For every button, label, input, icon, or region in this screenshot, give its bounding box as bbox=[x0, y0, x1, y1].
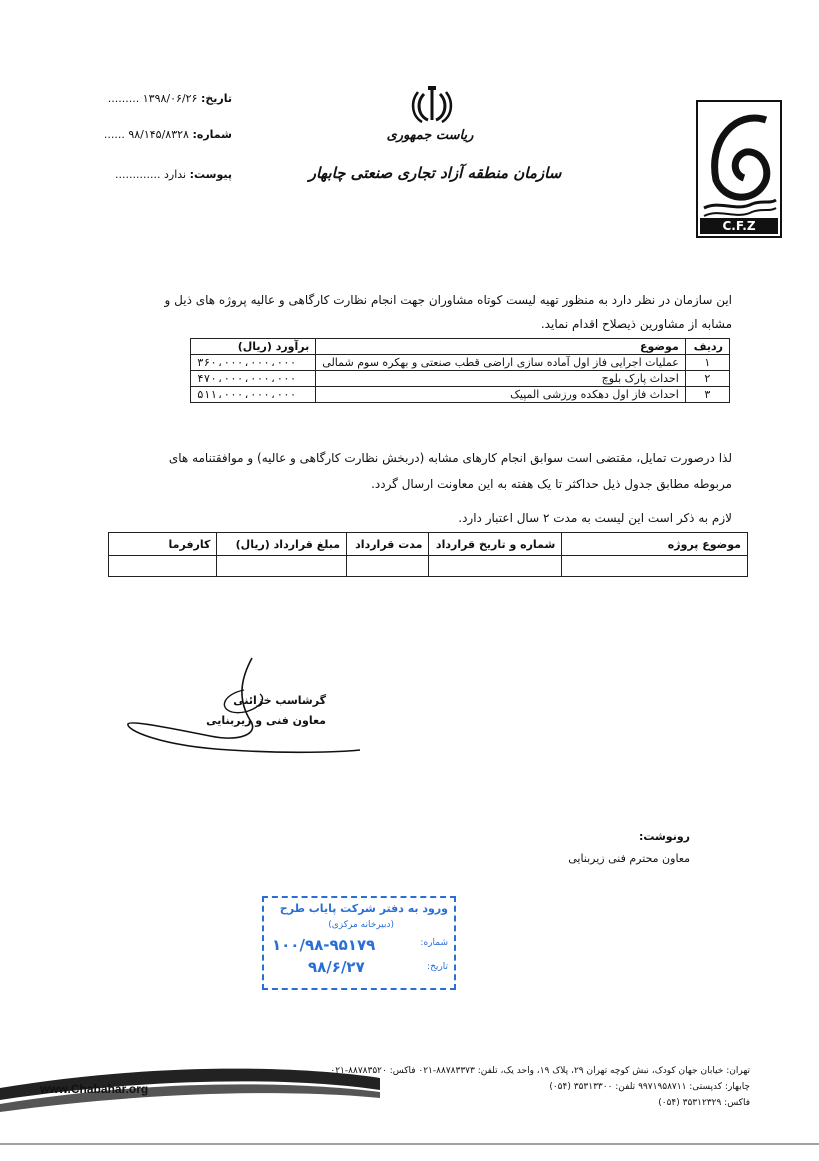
records-table-header bbox=[109, 533, 748, 556]
stamp-number-value: ۱۰۰/۹۸-۹۵۱۷۹ bbox=[272, 936, 376, 954]
date-line: تاریخ: ۱۳۹۸/۰۶/۲۶ ......... bbox=[107, 92, 232, 105]
number-value: ۹۸/۱۴۵/۸۳۲۸ bbox=[128, 128, 189, 141]
number-line: شماره: ۹۸/۱۴۵/۸۳۲۸ ...... bbox=[103, 128, 232, 141]
empty-cell bbox=[217, 556, 347, 577]
row-number: ۳ bbox=[685, 387, 729, 403]
date-label: تاریخ: bbox=[200, 92, 232, 105]
intro-line-1: این سازمان در نظر دارد به منظور تهیه لیست کوتاه مشاوران جهت انجام نظارت کارگاهی و عالیه پروژه های ذیل و bbox=[164, 293, 732, 307]
date-value: ۱۳۹۸/۰۶/۲۶ bbox=[142, 92, 198, 105]
empty-cell bbox=[562, 556, 748, 577]
org-line-1: ریاست جمهوری bbox=[386, 128, 474, 143]
projects-table-header bbox=[191, 339, 730, 355]
header-subject: موضوع bbox=[316, 339, 685, 355]
signer-name: گرشاسب خزائنی bbox=[233, 694, 326, 707]
empty-cell bbox=[429, 556, 562, 577]
stamp-subtitle: (دبیرخانه مرکزی) bbox=[328, 920, 394, 930]
footer-address-1: تهران: خیابان جهان کودک، نبش کوچه تهران ۲۹، پلاک ۱۹، واحد یک، تلفن: ۸۸۷۸۳۳۷۳-۰۲۱ فاکس: ۸۸۷۸۳۵۲۰-۰۲۱ bbox=[330, 1066, 750, 1076]
row-subject: احداث فاز اول دهکده ورزشی المپیک bbox=[316, 387, 685, 403]
stamp-number-label: شماره: bbox=[420, 938, 448, 948]
row-estimate: ۵۱۱،۰۰۰،۰۰۰،۰۰۰ bbox=[191, 387, 316, 403]
footer-address-3: فاکس: ۳۵۳۱۲۳۲۹ (۰۵۴) bbox=[658, 1098, 750, 1108]
stamp-date-value: ۹۸/۶/۲۷ bbox=[308, 958, 365, 976]
table-row bbox=[191, 371, 730, 387]
attachment-line: پیوست: ندارد ............. bbox=[115, 168, 232, 181]
website-link[interactable]: www.Chabahar.org bbox=[40, 1082, 149, 1096]
stamp-title: ورود به دفتر شرکت پایاب طرح bbox=[279, 902, 448, 915]
empty-cell bbox=[347, 556, 429, 577]
row-number: ۲ bbox=[685, 371, 729, 387]
table-row bbox=[191, 387, 730, 403]
row-subject: عملیات اجرایی فاز اول آماده سازی اراضی قطب صنعتی و بهکره سوم شمالی bbox=[316, 355, 685, 371]
stamp-date-label: تاریخ: bbox=[427, 962, 448, 972]
table-row bbox=[191, 355, 730, 371]
records-table bbox=[108, 532, 748, 577]
empty-cell bbox=[109, 556, 217, 577]
header-estimate: برآورد (ریال) bbox=[191, 339, 316, 355]
header-project-subject: موضوع پروژه bbox=[562, 533, 748, 556]
header-contract-duration: مدت قرارداد bbox=[347, 533, 429, 556]
table-row bbox=[109, 556, 748, 577]
header-contract-amount: مبلغ قرارداد (ریال) bbox=[217, 533, 347, 556]
logo-text: C.F.Z bbox=[722, 219, 756, 233]
attachment-value: ندارد bbox=[164, 168, 187, 181]
request-line-2: مربوطه مطابق جدول ذیل حداکثر تا یک هفته به این معاونت ارسال گردد. bbox=[371, 477, 732, 491]
footer-address-2: چابهار: کدپستی: ۹۹۷۱۹۵۸۷۱۱ تلفن: ۳۵۳۱۳۳۰۰ (۰۵۴) bbox=[549, 1082, 750, 1092]
validity-line: لازم به ذکر است این لیست به مدت ۲ سال اعتبار دارد. bbox=[458, 511, 732, 525]
copy-label: رونوشت: bbox=[638, 830, 690, 843]
header-employer: کارفرما bbox=[109, 533, 217, 556]
cfz-logo bbox=[696, 100, 782, 238]
org-line-2: سازمان منطقه آزاد تجاری صنعتی چابهار bbox=[308, 164, 562, 182]
iran-emblem-icon bbox=[408, 86, 456, 126]
projects-table bbox=[190, 338, 730, 403]
attachment-label: پیوست: bbox=[189, 168, 232, 181]
receipt-stamp bbox=[262, 896, 456, 990]
number-label: شماره: bbox=[192, 128, 232, 141]
request-line-1: لذا درصورت تمایل، مقتضی است سوابق انجام کارهای مشابه (دربخش نظارت کارگاهی و عالیه) و موافقتنامه های bbox=[168, 451, 732, 465]
row-subject: احداث پارک بلوچ bbox=[316, 371, 685, 387]
header-row-number: ردیف bbox=[685, 339, 729, 355]
row-estimate: ۳۶۰،۰۰۰،۰۰۰،۰۰۰ bbox=[191, 355, 316, 371]
intro-line-2: مشابه از مشاورین ذیصلاح اقدام نماید. bbox=[540, 317, 732, 331]
signer-title: معاون فنی و زیربنایی bbox=[206, 714, 326, 727]
copy-recipient: معاون محترم فنی زیربنایی bbox=[568, 852, 690, 865]
header-contract-number-date: شماره و تاریخ قرارداد bbox=[429, 533, 562, 556]
row-number: ۱ bbox=[685, 355, 729, 371]
row-estimate: ۴۷۰،۰۰۰،۰۰۰،۰۰۰ bbox=[191, 371, 316, 387]
